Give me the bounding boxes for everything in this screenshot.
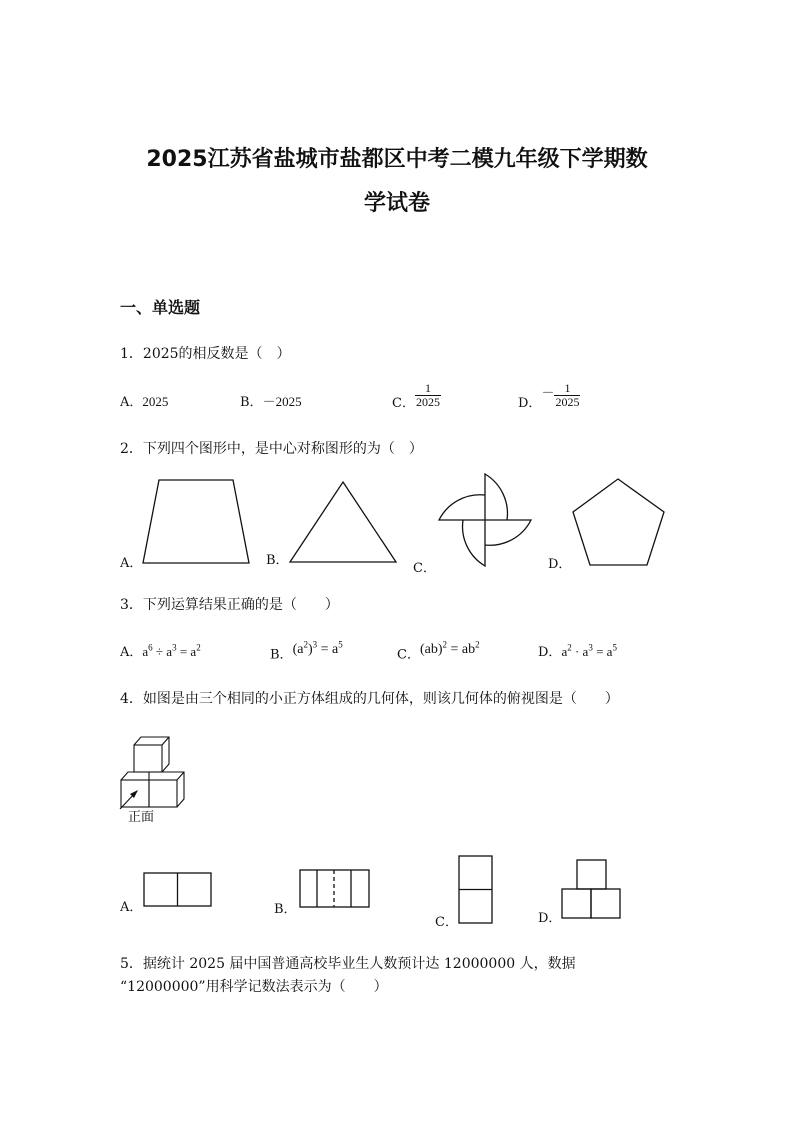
question-5-stem-line1: 5．据统计 2025 届中国普通高校毕业生人数预计达 12000000 人，数据 (120, 956, 576, 972)
option-label: C． (392, 396, 415, 411)
option-value: －2025 (262, 394, 302, 409)
option-label: A． (120, 645, 143, 660)
denominator: 2025 (555, 395, 580, 409)
denominator: 2025 (415, 395, 440, 409)
question-4-option-a-label: A． (120, 900, 143, 915)
question-1-stem: 1．2025的相反数是（ ） (120, 346, 291, 362)
triangle-figure (288, 480, 400, 564)
page-title-line1: 2025江苏省盐城市盐都区中考二模九年级下学期数 (146, 147, 648, 172)
question-3-option-a (120, 641, 201, 660)
option-label: D． (538, 645, 562, 660)
option-label: C． (397, 647, 420, 663)
expression: $(ab)^2 = ab^2$ (419, 639, 480, 657)
numerator: 1 (564, 381, 571, 395)
question-1-option-a (120, 391, 168, 410)
question-3-stem: 3．下列运算结果正确的是（ ） (120, 597, 339, 613)
question-4-option-b-label: B． (274, 902, 297, 917)
pentagon-figure (570, 476, 668, 570)
trapezoid-figure (140, 478, 252, 566)
question-2-option-d-label: D． (548, 557, 572, 572)
top-view-option-d (561, 859, 623, 921)
question-4-stem: 4．如图是由三个相同的小正方体组成的几何体，则该几何体的俯视图是（ ） (120, 691, 619, 707)
fraction (415, 382, 441, 409)
question-1-option-c (392, 382, 441, 411)
expression: $(a^2)^3 = a^5$ (292, 639, 343, 657)
question-3-option-c (397, 639, 480, 663)
option-value: 2025 (142, 394, 169, 409)
question-2-option-b-label: B． (266, 553, 289, 568)
top-view-option-c (458, 855, 494, 925)
expression: $a^6 \div a^3 = a^2$ (142, 642, 201, 659)
question-4-option-c-label: C． (435, 915, 458, 930)
question-3-option-d (538, 641, 617, 660)
question-2-option-a-label: A． (120, 556, 143, 571)
top-view-option-b (299, 869, 371, 909)
question-1-option-d (518, 382, 580, 411)
front-view-label: 正面 (128, 810, 155, 825)
option-label: B． (240, 395, 263, 410)
question-2-stem: 2．下列四个图形中，是中心对称图形的为（ ） (120, 441, 423, 457)
question-5-stem-line2: “12000000”用科学记数法表示为（ ） (120, 979, 388, 995)
cube-solid-figure (116, 733, 188, 813)
question-3-option-b (270, 639, 343, 663)
fraction (554, 382, 580, 409)
question-1-option-b (240, 391, 302, 410)
section-heading: 一、单选题 (120, 298, 201, 317)
expression: $a^2 \cdot a^3 = a^5$ (561, 642, 617, 659)
option-label: B． (270, 647, 293, 663)
page-title-line2: 学试卷 (363, 191, 430, 216)
top-view-option-a (143, 872, 213, 908)
option-label: D． (518, 396, 542, 411)
question-2-option-c-label: C． (413, 561, 436, 576)
numerator: 1 (424, 381, 431, 395)
question-4-option-d-label: D． (538, 911, 562, 926)
option-label: A． (120, 395, 143, 410)
minus-sign: － (541, 385, 555, 400)
pinwheel-figure (434, 472, 538, 572)
